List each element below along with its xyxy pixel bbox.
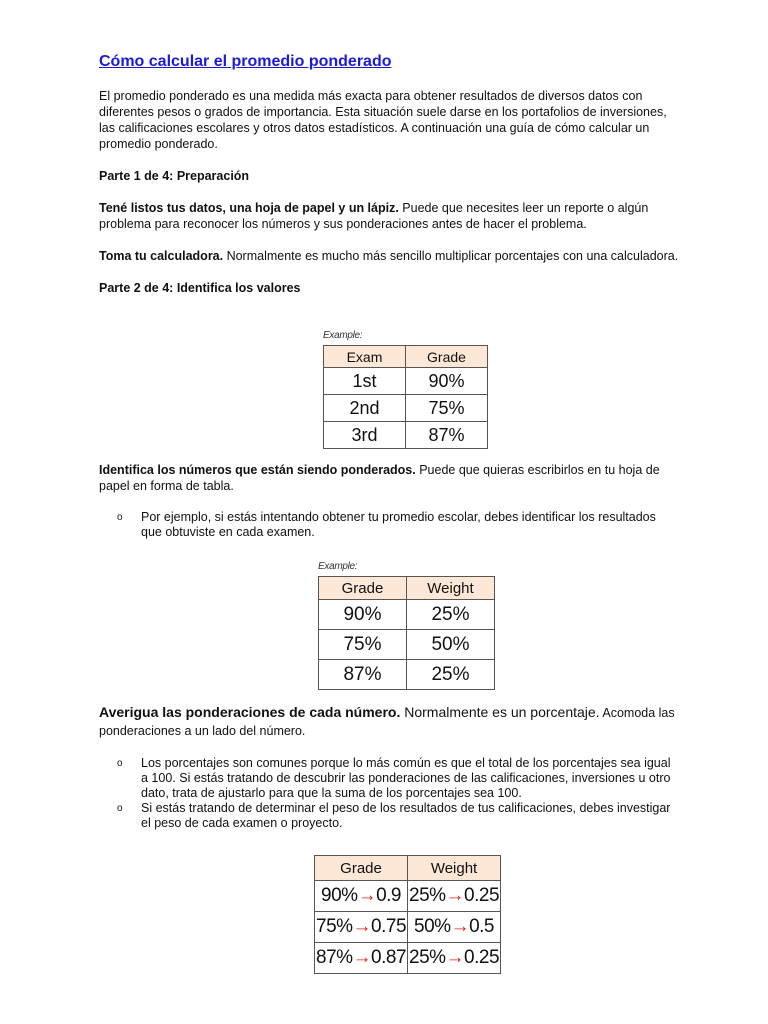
table-header-cell: Exam <box>324 346 406 368</box>
table-cell: 87% <box>406 422 488 449</box>
intro-paragraph: El promedio ponderado es una medida más exacta para obtener resultados de diversos datos con diferentes pesos o grados de importancia. Esta situación suele darse en los portafolios de inversiones, las calificaciones escolares y otros datos estadísticos. A continuación una guía de cómo calcular un promedio ponderado. <box>99 89 667 151</box>
table-row <box>319 660 495 690</box>
table-cell: 90% <box>406 368 488 395</box>
step-2-paragraph <box>99 248 679 264</box>
bullet-text: Si estás tratando de determinar el peso de los resultados de tus calificaciones, debes investigar el peso de cada examen o proyecto. <box>141 801 671 830</box>
table-row <box>324 422 488 449</box>
step-2-bold: Toma tu calculadora. <box>99 249 224 263</box>
table-header-row <box>315 856 501 881</box>
table-cell <box>315 912 408 943</box>
arrow-right-icon: → <box>445 947 465 968</box>
arrow-right-icon: → <box>352 916 372 937</box>
value-to: 0.5 <box>469 916 494 937</box>
table-cell <box>408 881 501 912</box>
table-cell: 75% <box>406 395 488 422</box>
table-row <box>315 912 501 943</box>
table-header-cell: Weight <box>407 577 495 600</box>
step-4-paragraph <box>99 703 679 740</box>
table-cell: 90% <box>319 600 407 630</box>
exam-grade-table <box>323 345 488 449</box>
step-4-bold: Averigua las ponderaciones de cada número. <box>99 704 401 720</box>
bullet-marker: o <box>117 512 123 523</box>
step-3-bold: Identifica los números que están siendo ponderados. <box>99 463 416 477</box>
page-title[interactable]: Cómo calcular el promedio ponderado <box>99 53 392 70</box>
part-1-heading: Parte 1 de 4: Preparación <box>99 169 250 183</box>
value-from: 50% <box>414 916 451 937</box>
table-header-cell: Grade <box>319 577 407 600</box>
step-3-paragraph <box>99 462 679 494</box>
conversion-figure <box>314 855 501 974</box>
table-cell: 2nd <box>324 395 406 422</box>
bullet-marker: o <box>117 803 123 814</box>
table-cell: 75% <box>319 630 407 660</box>
step-4-text: Acomoda las ponderaciones a un lado del número. <box>99 706 675 738</box>
table-header-row <box>319 577 495 600</box>
example-caption: Example: <box>318 561 358 572</box>
step-1-bold: Tené listos tus datos, una hoja de papel y un lápiz. <box>99 201 399 215</box>
value-from: 75% <box>316 916 353 937</box>
example-caption: Example: <box>323 330 363 341</box>
arrow-right-icon: → <box>357 885 377 906</box>
table-cell: 87% <box>319 660 407 690</box>
table-header-cell: Grade <box>406 346 488 368</box>
table-row <box>319 600 495 630</box>
value-from: 87% <box>316 947 353 968</box>
table-header-row <box>324 346 488 368</box>
step-1-text: Puede que necesites leer un reporte o algún problema para reconocer los números y sus ponderaciones antes de hacer el problema. <box>99 201 649 231</box>
list-item <box>99 756 679 801</box>
table-row <box>324 395 488 422</box>
table-cell: 1st <box>324 368 406 395</box>
list-item <box>99 510 679 540</box>
table-cell <box>408 943 501 974</box>
step-1-paragraph <box>99 200 679 232</box>
table-cell: 25% <box>407 660 495 690</box>
example-figure-2 <box>318 561 495 690</box>
part-2-heading: Parte 2 de 4: Identifica los valores <box>99 281 301 295</box>
table-cell <box>408 912 501 943</box>
table-header-cell: Weight <box>408 856 501 881</box>
table-row <box>324 368 488 395</box>
section-weights <box>99 703 679 847</box>
value-to: 0.9 <box>376 885 401 906</box>
table-cell: 3rd <box>324 422 406 449</box>
table-cell: 25% <box>407 600 495 630</box>
step-4-mid: Normalmente es un porcentaje. <box>400 704 600 720</box>
value-to: 0.25 <box>464 947 500 968</box>
value-to: 0.87 <box>371 947 407 968</box>
bullet-text: Los porcentajes son comunes porque lo más común es que el total de los porcentajes sea igual a 100. Si estás tratando de descubrir las ponderaciones de las calificaciones, inversiones u otro dato, trata de ajustarlo para que la suma de los porcentajes sea 100. <box>141 756 671 800</box>
value-to: 0.75 <box>371 916 407 937</box>
table-header-cell: Grade <box>315 856 408 881</box>
value-from: 25% <box>409 885 446 906</box>
example-figure-1 <box>323 330 488 449</box>
bullet-text: Por ejemplo, si estás intentando obtener tu promedio escolar, debes identificar los resultados que obtuviste en cada examen. <box>141 510 656 539</box>
value-from: 25% <box>409 947 446 968</box>
table-cell <box>315 881 408 912</box>
value-from: 90% <box>321 885 358 906</box>
step-3-text: Puede que quieras escribirlos en tu hoja de papel en forma de tabla. <box>99 463 660 493</box>
grade-weight-table <box>318 576 495 690</box>
table-row <box>315 943 501 974</box>
table-cell: 50% <box>407 630 495 660</box>
value-to: 0.25 <box>464 885 500 906</box>
arrow-right-icon: → <box>450 916 470 937</box>
conversion-table <box>314 855 501 974</box>
table-row <box>319 630 495 660</box>
bullet-list-2 <box>99 756 679 831</box>
document-page <box>99 52 679 312</box>
step-2-text: Normalmente es mucho más sencillo multiplicar porcentajes con una calculadora. <box>223 249 679 263</box>
arrow-right-icon: → <box>445 885 465 906</box>
bullet-list-1 <box>99 510 679 540</box>
section-identify <box>99 462 679 556</box>
table-cell <box>315 943 408 974</box>
table-row <box>315 881 501 912</box>
list-item <box>99 801 679 831</box>
arrow-right-icon: → <box>352 947 372 968</box>
bullet-marker: o <box>117 758 123 769</box>
